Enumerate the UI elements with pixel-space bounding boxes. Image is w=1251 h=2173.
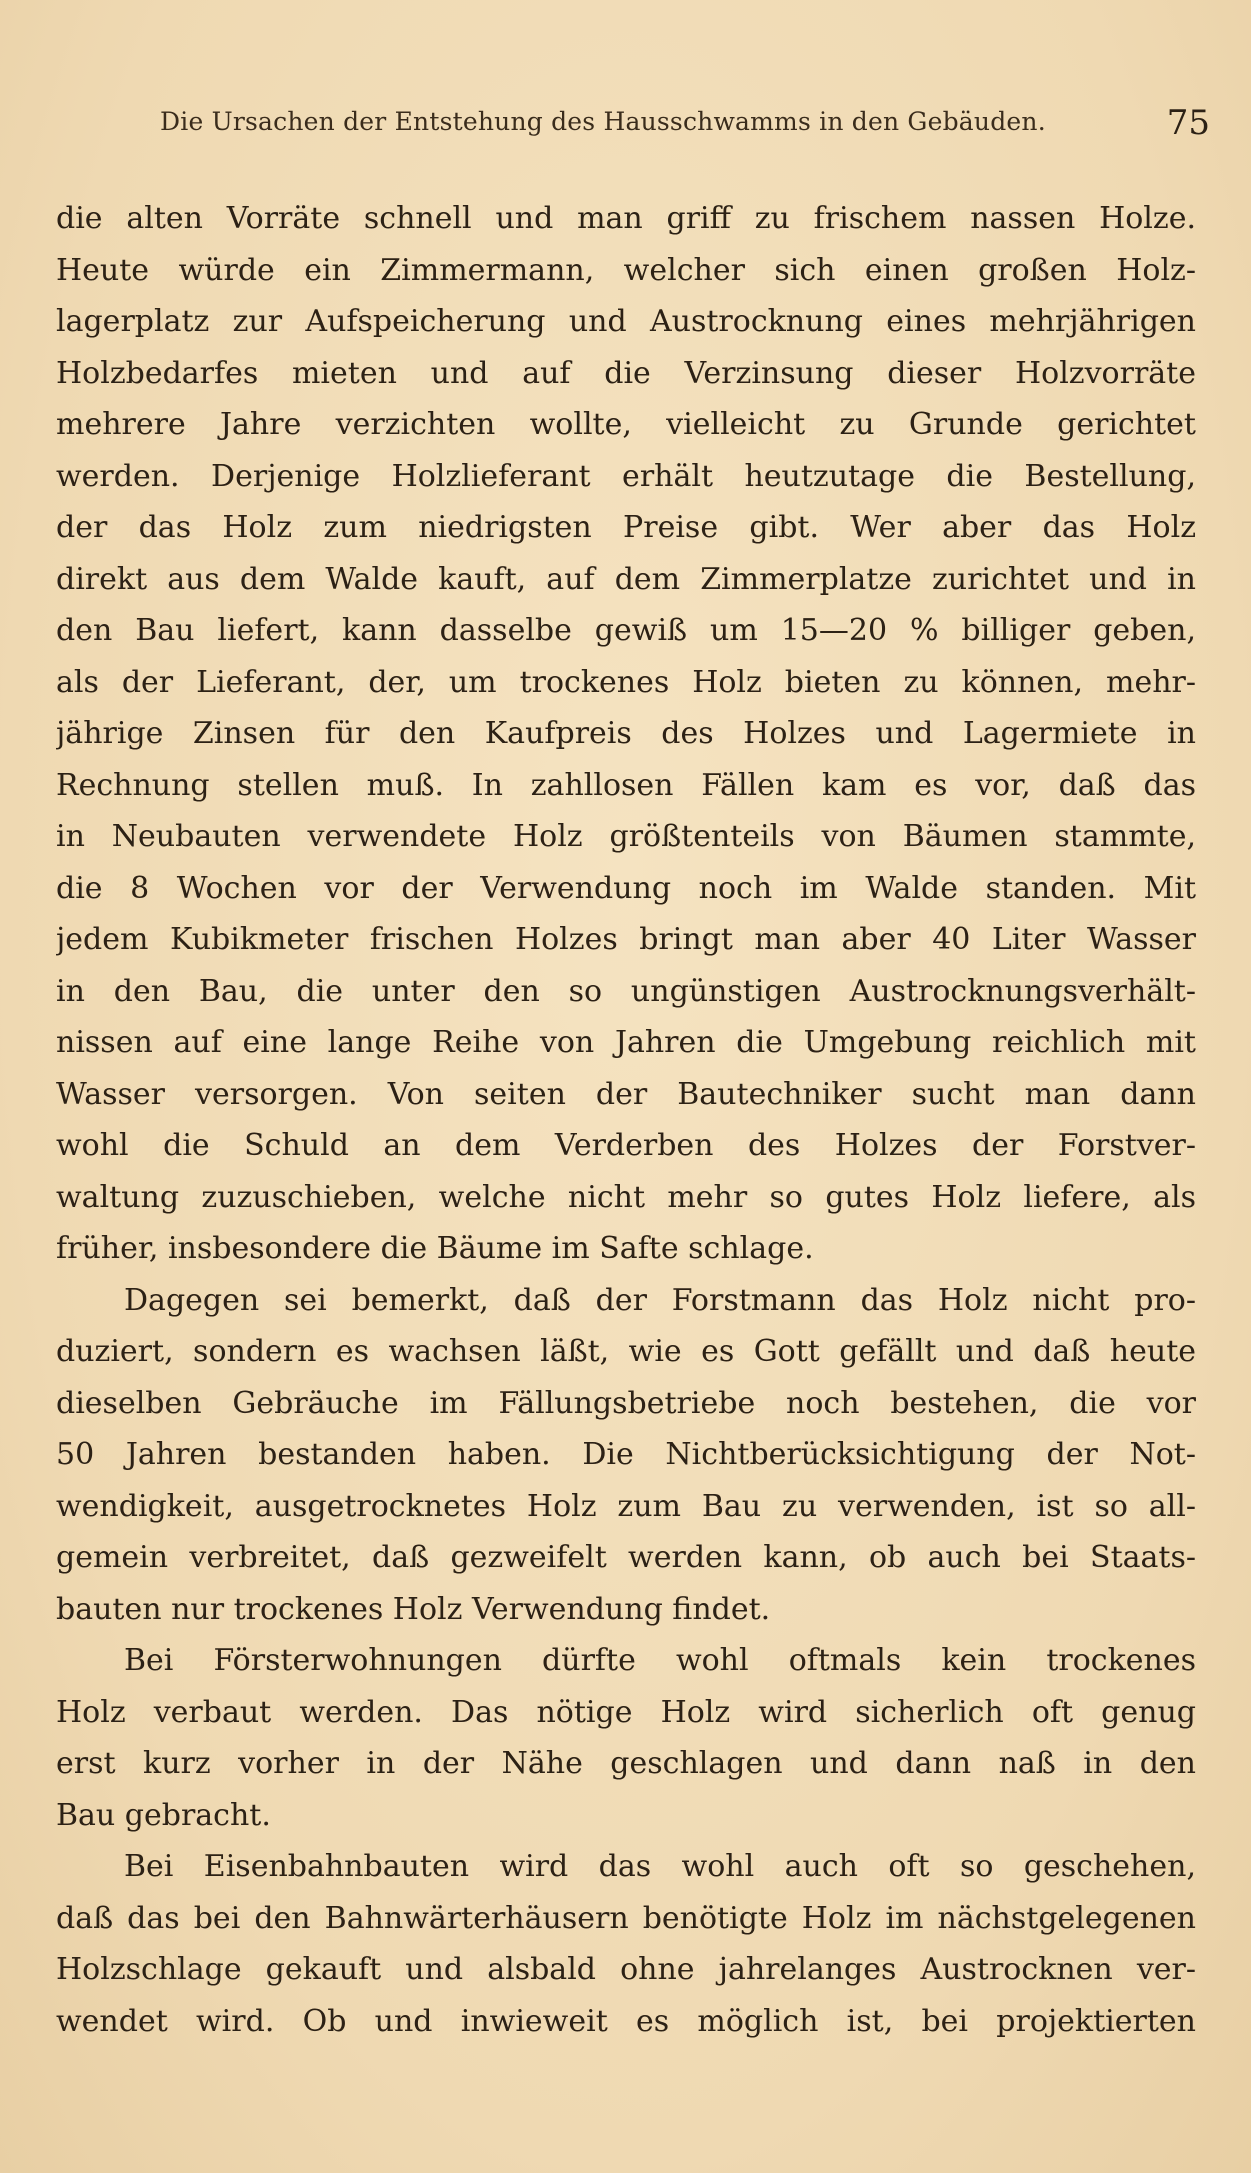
paragraph-first-line: Dagegen sei bemerkt, daß der Forstmann das Holz nicht pro- bbox=[124, 1282, 1196, 1318]
text-line: direkt aus dem Walde kauft, auf dem Zimmerplatze zurichtet und in bbox=[56, 561, 1196, 597]
text-line: gemein verbreitet, daß gezweifelt werden kann, ob auch bei Staats- bbox=[56, 1540, 1196, 1575]
text-line: Holz verbaut werden. Das nötige Holz wird sicherlich oft genug bbox=[56, 1694, 1196, 1730]
text-line: Holzbedarfes mieten und auf die Verzinsung dieser Holzvorräte bbox=[56, 355, 1196, 391]
text-line: dieselben Gebräuche im Fällungsbetriebe noch bestehen, die vor bbox=[56, 1385, 1196, 1421]
running-title: Die Ursachen der Entstehung des Hausschwamms in den Gebäuden. bbox=[160, 107, 1046, 136]
text-line: nissen auf eine lange Reihe von Jahren die Umgebung reichlich mit bbox=[56, 1025, 1196, 1060]
text-line: daß das bei den Bahnwärterhäusern benötigte Holz im nächstgelegenen bbox=[56, 1900, 1196, 1936]
text-line: in den Bau, die unter den so ungünstigen Austrocknungsverhält- bbox=[56, 973, 1196, 1009]
text-line: als der Lieferant, der, um trockenes Holz bieten zu können, mehr- bbox=[56, 664, 1196, 700]
text-line: waltung zuzuschieben, welche nicht mehr so gutes Holz liefere, als bbox=[56, 1179, 1196, 1215]
text-line: den Bau liefert, kann dasselbe gewiß um 15—20 % billiger geben, bbox=[56, 613, 1196, 648]
text-line: Holzschlage gekauft und alsbald ohne jahrelanges Austrocknen ver- bbox=[56, 1952, 1196, 1987]
text-line: wendigkeit, ausgetrocknetes Holz zum Bau zu verwenden, ist so all- bbox=[56, 1488, 1196, 1524]
body-text bbox=[56, 193, 1196, 2047]
text-line: früher, insbesondere die Bäume im Safte schlage. bbox=[56, 1231, 814, 1266]
text-line: duziert, sondern es wachsen läßt, wie es Gott gefällt und daß heute bbox=[56, 1334, 1196, 1369]
text-line: werden. Derjenige Holzlieferant erhält heutzutage die Bestellung, bbox=[56, 458, 1196, 494]
text-line: bauten nur trockenes Holz Verwendung findet. bbox=[56, 1591, 771, 1627]
text-line: wendet wird. Ob und inwieweit es möglich ist, bei projektierten bbox=[56, 2003, 1196, 2039]
paragraph-first-line: Bei Eisenbahnbauten wird das wohl auch oft so geschehen, bbox=[124, 1849, 1196, 1884]
text-line: Bau gebracht. bbox=[56, 1797, 271, 1833]
text-line: jedem Kubikmeter frischen Holzes bringt man aber 40 Liter Wasser bbox=[56, 922, 1196, 957]
text-line: Heute würde ein Zimmermann, welcher sich einen großen Holz- bbox=[56, 252, 1196, 288]
text-line: lagerplatz zur Aufspeicherung und Austrocknung eines mehrjährigen bbox=[56, 304, 1196, 339]
text-line: in Neubauten verwendete Holz größtenteils von Bäumen stammte, bbox=[56, 819, 1196, 854]
text-line: wohl die Schuld an dem Verderben des Holzes der Forstver- bbox=[56, 1128, 1196, 1163]
text-line: mehrere Jahre verzichten wollte, vielleicht zu Grunde gerichtet bbox=[56, 407, 1196, 442]
text-line: Wasser versorgen. Von seiten der Bautechniker sucht man dann bbox=[56, 1076, 1196, 1112]
paragraph-first-line: Bei Försterwohnungen dürfte wohl oftmals kein trockenes bbox=[124, 1643, 1196, 1678]
text-line: 50 Jahren bestanden haben. Die Nichtberücksichtigung der Not- bbox=[56, 1437, 1196, 1472]
text-line: jährige Zinsen für den Kaufpreis des Holzes und Lagermiete in bbox=[56, 716, 1196, 751]
text-line: erst kurz vorher in der Nähe geschlagen und dann naß in den bbox=[56, 1746, 1196, 1781]
text-line: die alten Vorräte schnell und man griff zu frischem nassen Holze. bbox=[56, 201, 1196, 236]
text-line: der das Holz zum niedrigsten Preise gibt. Wer aber das Holz bbox=[56, 510, 1196, 545]
text-line: Rechnung stellen muß. In zahllosen Fällen kam es vor, daß das bbox=[56, 767, 1196, 803]
text-line: die 8 Wochen vor der Verwendung noch im Walde standen. Mit bbox=[56, 870, 1196, 906]
page-number: 75 bbox=[1166, 103, 1210, 143]
page-header bbox=[160, 103, 1210, 143]
